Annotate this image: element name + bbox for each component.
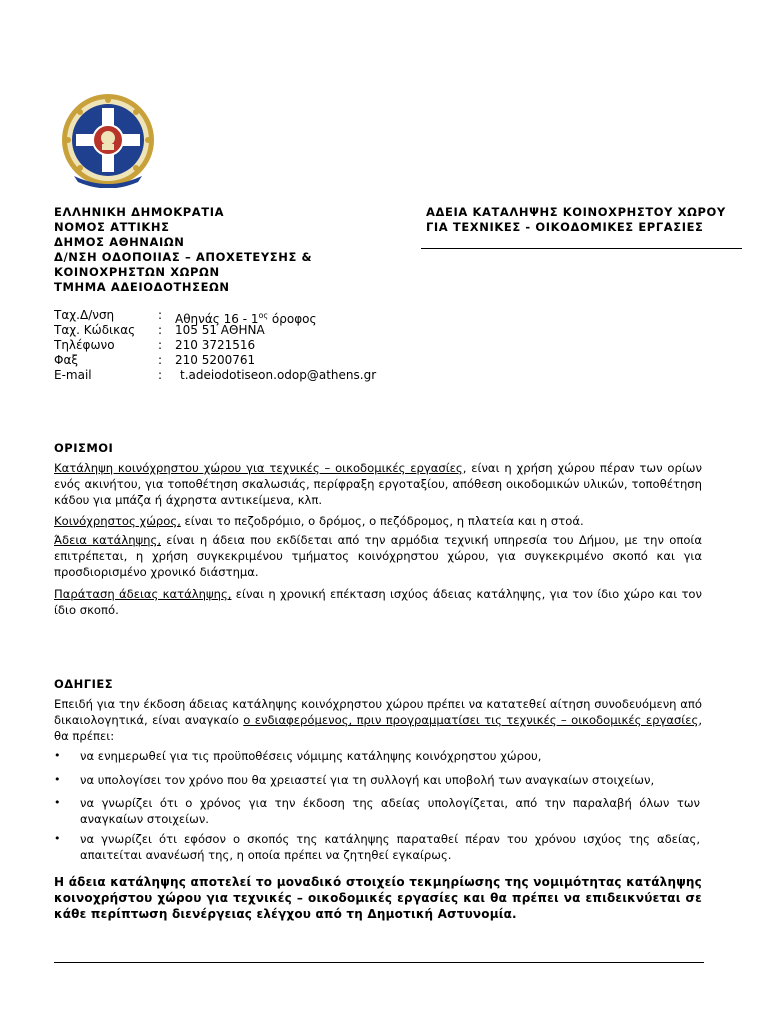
bullet-icon: •	[54, 796, 61, 809]
contact-row-email	[54, 368, 454, 383]
contact-row-phone	[54, 338, 454, 353]
postal-label: Ταχ. Κώδικας	[54, 323, 136, 337]
definition-extension: Παράταση άδειας κατάληψης, είναι η χρονική επέκταση ισχύος άδειας κατάληψης, για τον ίδιο χώρο και τον ίδιο σκοπό.	[54, 587, 703, 617]
definitions-heading: ΟΡΙΣΜΟΙ	[54, 441, 114, 455]
list-item: • να γνωρίζει ότι ο χρόνος για την έκδοση της αδείας υπολογίζεται, από την παραλαβή όλων των αναγκαίων στοιχείων.	[54, 796, 700, 826]
header-line-3: ΔΗΜΟΣ ΑΘΗΝΑΙΩΝ	[54, 235, 185, 249]
header-line-2: ΝΟΜΟΣ ΑΤΤΙΚΗΣ	[54, 220, 170, 234]
document-title	[426, 205, 726, 235]
definition-term: Άδεια κατάληψης,	[54, 533, 162, 547]
title-line-2: ΓΙΑ ΤΕΧΝΙΚΕΣ - ΟΙΚΟΔΟΜΙΚΕΣ ΕΡΓΑΣΙΕΣ	[426, 220, 704, 234]
header-line-6: ΤΜΗΜΑ ΑΔΕΙΟΔΟΤΗΣΕΩΝ	[54, 280, 230, 294]
email-value: t.adeiodotiseon.odop@athens.gr	[180, 368, 377, 382]
header-line-5: ΚΟΙΝΟΧΡΗΣΤΩΝ ΧΩΡΩΝ	[54, 265, 220, 279]
bullet-icon: •	[54, 832, 61, 845]
list-item: • να υπολογίσει τον χρόνο που θα χρειαστεί για τη συλλογή και υποβολή των αναγκαίων στοιχείων,	[54, 773, 655, 787]
contact-row-address	[54, 308, 454, 326]
address-label: Ταχ.Δ/νση	[54, 308, 115, 322]
definition-occupation: Κατάληψη κοινόχρηστου χώρου για τεχνικές – οικοδομικές εργασίες, είναι η χρήση χώρου πέραν των ορίων ενός ακινήτου, για τοποθέτηση σκαλωσιάς, περίφραξη εργοταξίου, απόθεση οικοδομικών υλικών, τοποθέτηση κάδου για μπάζα ή άχρηστα αντικείμενα, κλπ.	[54, 461, 702, 507]
definition-term: Κοινόχρηστος χώρος,	[54, 514, 181, 528]
fax-label: Φαξ	[54, 353, 79, 367]
separator: :	[158, 323, 163, 337]
definition-term: Παράταση άδειας κατάληψης,	[54, 587, 232, 601]
postal-value: 105 51 ΑΘΗΝΑ	[175, 323, 265, 337]
instructions-heading: ΟΔΗΓΙΕΣ	[54, 677, 114, 691]
fax-value: 210 5200761	[175, 353, 256, 367]
bottom-rule	[54, 962, 704, 963]
contact-row-postal	[54, 323, 454, 338]
list-item: • να ενημερωθεί για τις προϋποθέσεις νόμιμης κατάληψης κοινόχρηστου χώρου,	[54, 749, 542, 763]
definition-permit: Άδεια κατάληψης, είναι η άδεια που εκδίδεται από την αρμόδια τεχνική υπηρεσία του Δήμου, με την οποία επιτρέπεται, η χρήση συγκεκριμένου τμήματος κοινόχρηστου χώρου, για συγκεκριμένο σκοπό και για προσδιορισμένο χρονικό διάστημα.	[54, 533, 702, 579]
list-item: • να γνωρίζει ότι εφόσον ο σκοπός της κατάληψης παραταθεί πέραν του χρόνου ισχύος της αδείας, απαιτείται ανανέωσή της, η οποία πρέπει να ζητηθεί εγκαίρως.	[54, 832, 700, 862]
separator: :	[158, 308, 163, 322]
definition-term: Κατάληψη κοινόχρηστου χώρου για τεχνικές – οικοδομικές εργασίες	[54, 461, 463, 475]
separator: :	[158, 368, 163, 382]
definition-common-space: Κοινόχρηστος χώρος, είναι το πεζοδρόμιο, ο δρόμος, ο πεζόδρομος, η πλατεία και η στοά.	[54, 514, 584, 528]
separator: :	[158, 338, 163, 352]
authority-header	[54, 205, 312, 295]
header-line-1: ΕΛΛΗΝΙΚΗ ΔΗΜΟΚΡΑΤΙΑ	[54, 205, 225, 219]
phone-value: 210 3721516	[175, 338, 256, 352]
contact-details	[54, 308, 454, 383]
title-line-1: ΑΔΕΙΑ ΚΑΤΑΛΗΨΗΣ ΚΟΙΝΟΧΡΗΣΤΟΥ ΧΩΡΟΥ	[426, 205, 726, 219]
separator: :	[158, 353, 163, 367]
address-value: Αθηνάς $16 - 1^{o\varsigma}$ όροφος	[175, 311, 317, 326]
closing-statement: Η άδεια κατάληψης αποτελεί το μοναδικό στοιχείο τεκμηρίωσης της νομιμότητας κατάληψης κοινοχρήστου χώρου για τεχνικές – οικοδομικές εργασίες και θα πρέπει να επιδεικνύεται σε κάθε περίπτωση διενέργειας ελέγχου από τη Δημοτική Αστυνομία.	[54, 875, 702, 921]
municipal-seal	[60, 92, 156, 188]
bullet-icon: •	[54, 749, 61, 762]
phone-label: Τηλέφωνο	[54, 338, 115, 352]
instructions-intro: Επειδή για την έκδοση άδειας κατάληψης κοινόχρηστου χώρου πρέπει να κατατεθεί αίτηση συνοδευόμενη από δικαιολογητικά, είναι αναγκαίο ο ενδιαφερόμενος, πριν προγραμματίσει τις τεχνικές – οικοδομικές εργασίες, θα πρέπει:	[54, 697, 702, 743]
title-underline	[421, 248, 742, 249]
email-label: E-mail	[54, 368, 92, 382]
bullet-icon: •	[54, 773, 61, 786]
header-line-4: Δ/ΝΣΗ ΟΔΟΠΟΙΙΑΣ – ΑΠΟΧΕΤΕΥΣΗΣ &	[54, 250, 313, 264]
contact-row-fax	[54, 353, 454, 368]
